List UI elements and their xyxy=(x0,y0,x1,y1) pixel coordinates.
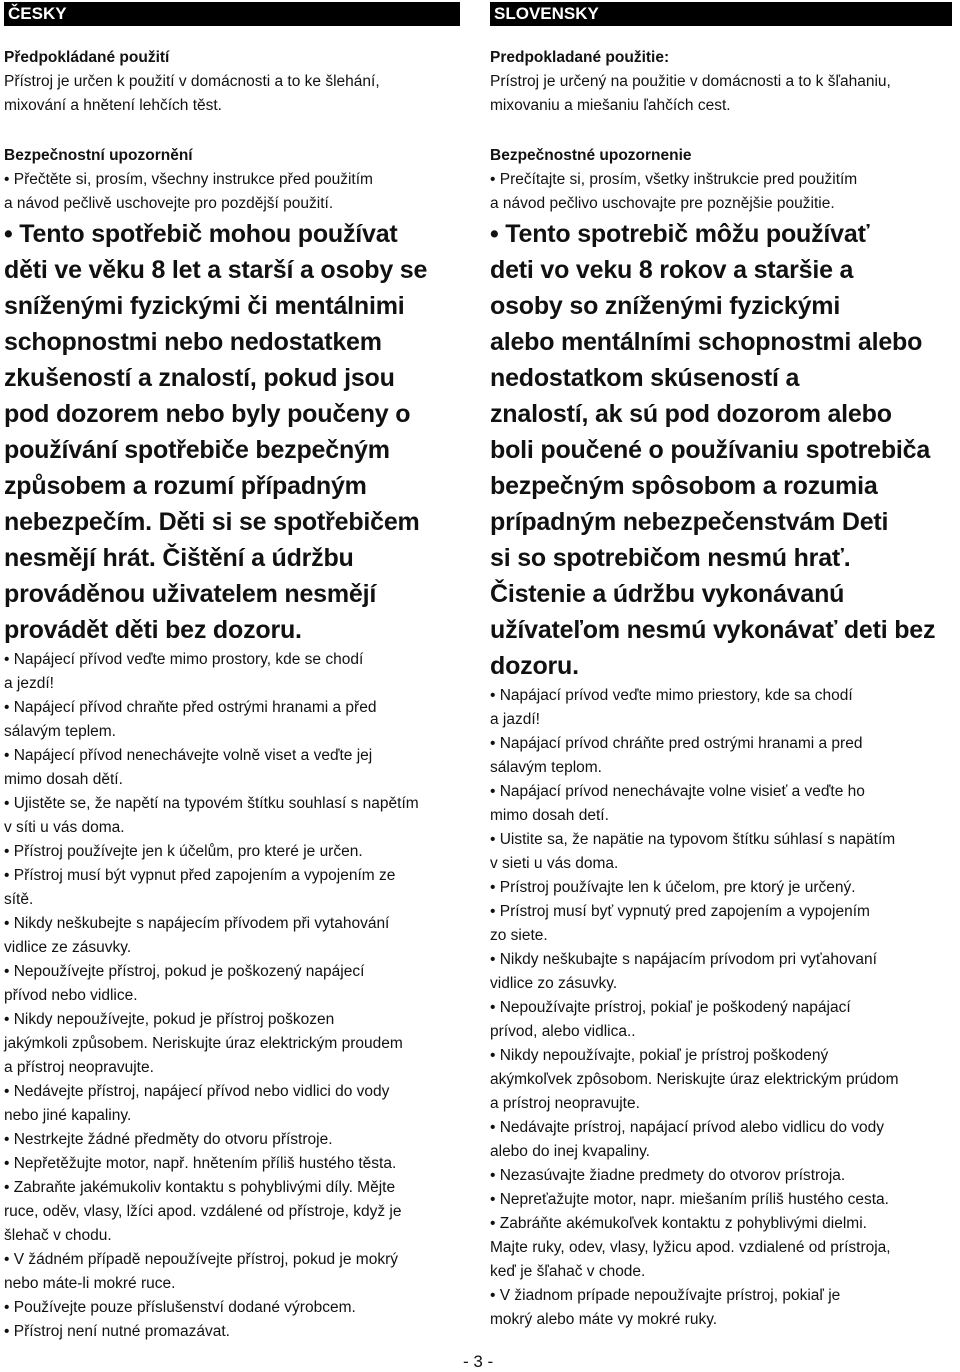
warning-line: deti vo veku 8 rokov a staršie a xyxy=(490,256,854,284)
bullet-line: zo siete. xyxy=(490,927,548,944)
warning-line: schopnostmi nebo nedostatkem xyxy=(4,328,382,356)
warning-line: osoby so zníženými fyzickými xyxy=(490,292,841,320)
bullet-line: přívod nebo vidlice. xyxy=(4,987,138,1004)
bullet-line: • Uistite sa, že napätie na typovom štítku súhlasí s napätím xyxy=(490,831,896,848)
bullet-line: • Nepoužívejte přístroj, pokud je poškozený napájecí xyxy=(4,963,365,980)
bullet-line: • Nepreťažujte motor, napr. miešaním príliš hustého cesta. xyxy=(490,1191,889,1208)
safety-line: a návod pečlivo uschovajte pre poznějšie použitie. xyxy=(490,195,835,212)
intended-use-title: Predpokladané použitie: xyxy=(490,49,670,66)
warning-line: sníženými fyzickými či mentálnimi xyxy=(4,292,405,320)
bullet-line: v síti u vás doma. xyxy=(4,819,125,836)
intended-use-title: Předpokládané použití xyxy=(4,49,170,66)
intended-use-line: mixovaniu a miešaniu ľahčích cest. xyxy=(490,97,731,114)
bullet-line: • Zabraňte jakémukoliv kontaktu s pohyblivými díly. Mějte xyxy=(4,1179,396,1196)
bullet-line: sálavým teplem. xyxy=(4,723,116,740)
bullet-line: • Přístroj používejte jen k účelům, pro které je určen. xyxy=(4,843,363,860)
czech-header: ČESKY xyxy=(4,2,460,26)
warning-line: používání spotřebiče bezpečným xyxy=(4,436,390,464)
bullet-line: • Nikdy neškubejte s napájecím přívodem při vytahování xyxy=(4,915,390,932)
bullet-line: • Prístroj musí byť vypnutý pred zapojením a vypojením xyxy=(490,903,870,920)
warning-line: nedostatkom skúseností a xyxy=(490,364,800,392)
warning-line: prípadným nebezpečenstvám Deti xyxy=(490,508,889,536)
czech-column xyxy=(4,2,460,1344)
warning-line: si so spotrebičom nesmú hrať. xyxy=(490,544,851,572)
warning-line: způsobem a rozumí případným xyxy=(4,472,367,500)
bullet-line: • Nezasúvajte žiadne predmety do otvorov prístroja. xyxy=(490,1167,846,1184)
slovak-header: SLOVENSKY xyxy=(490,2,952,26)
bullet-line: • V žiadnom prípade nepoužívajte prístroj, pokiaľ je xyxy=(490,1287,841,1304)
warning-line: boli poučené o používaniu spotrebiča xyxy=(490,436,931,464)
bullet-line: • Nikdy nepoužívajte, pokiaľ je prístroj poškodený xyxy=(490,1047,829,1064)
bullet-line: • Nedávejte přístroj, napájecí přívod nebo vidlici do vody xyxy=(4,1083,390,1100)
bullet-line: • Používejte pouze příslušenství dodané výrobcem. xyxy=(4,1299,356,1316)
bullet-line: šlehač v chodu. xyxy=(4,1227,112,1244)
warning-line: děti ve věku 8 let a starší a osoby se xyxy=(4,256,428,284)
warning-line: alebo mentálními schopnostmi alebo xyxy=(490,328,923,356)
bullet-line: alebo do inej kvapaliny. xyxy=(490,1143,650,1160)
bullet-line: v sieti u vás doma. xyxy=(490,855,619,872)
warning-line: Čistenie a údržbu vykonávanú xyxy=(490,580,845,608)
bullet-line: vidlice zo zásuvky. xyxy=(490,975,618,992)
bullet-line: prívod, alebo vidlica.. xyxy=(490,1023,636,1040)
bullet-line: • Nepřetěžujte motor, např. hnětením příliš hustého těsta. xyxy=(4,1155,397,1172)
page-number: - 3 - xyxy=(463,1352,494,1371)
bullet-line: a jezdí! xyxy=(4,675,54,692)
bullet-line: mimo dosah dětí. xyxy=(4,771,123,788)
safety-bullet-list xyxy=(4,648,460,1344)
bullet-line: • Přístroj musí být vypnut před zapojením a vypojením ze xyxy=(4,867,396,884)
warning-line: bezpečným spôsobom a rozumia xyxy=(490,472,878,500)
bullet-line: keď je šľahač v chode. xyxy=(490,1263,646,1280)
bullet-line: a jazdí! xyxy=(490,711,540,728)
bullet-line: nebo jiné kapaliny. xyxy=(4,1107,132,1124)
intended-use-line: Prístroj je určený na použitie v domácnosti a to k šľahaniu, xyxy=(490,73,891,90)
bullet-line: • Nepoužívajte prístroj, pokiaľ je poškodený napájací xyxy=(490,999,851,1016)
intended-use-line: Přístroj je určen k použití v domácnosti a to ke šlehání, xyxy=(4,73,380,90)
bullet-line: • Napájací prívod veďte mimo priestory, kde sa chodí xyxy=(490,687,853,704)
bullet-line: • Zabráňte akémukoľvek kontaktu z pohyblivými dielmi. xyxy=(490,1215,867,1232)
bullet-line: Majte ruky, odev, vlasy, lyžicu apod. vzdialené od prístroja, xyxy=(490,1239,891,1256)
warning-line: prováděnou uživatelem nesmějí xyxy=(4,580,377,608)
safety-line: a návod pečlivě uschovejte pro pozdější použití. xyxy=(4,195,334,212)
bullet-line: • Napájecí přívod chraňte před ostrými hranami a před xyxy=(4,699,377,716)
bullet-line: • Napájecí přívod nenechávejte volně viset a veďte jej xyxy=(4,747,373,764)
child-safety-warning xyxy=(4,216,460,648)
slovak-column xyxy=(490,2,952,1332)
bullet-line: • Prístroj používajte len k účelom, pre ktorý je určený. xyxy=(490,879,856,896)
bullet-line: • V žádném případě nepoužívejte přístroj, pokud je mokrý xyxy=(4,1251,398,1268)
safety-line: • Prečítajte si, prosím, všetky inštrukcie pred použitím xyxy=(490,171,858,188)
warning-line: dozoru. xyxy=(490,652,579,680)
safety-line: • Přečtěte si, prosím, všechny instrukce před použitím xyxy=(4,171,373,188)
bullet-line: ruce, oděv, vlasy, lžíci apod. vzdálené od přístroje, když je xyxy=(4,1203,402,1220)
bullet-line: • Přístroj není nutné promazávat. xyxy=(4,1323,230,1340)
bullet-line: akýmkoľvek zpôsobom. Neriskujte úraz elektrickým prúdom xyxy=(490,1071,899,1088)
warning-line: provádět děti bez dozoru. xyxy=(4,616,302,644)
warning-line: znalostí, ak sú pod dozorom alebo xyxy=(490,400,892,428)
bullet-line: sálavým teplom. xyxy=(490,759,602,776)
safety-title: Bezpečnostní upozornění xyxy=(4,147,193,164)
bullet-line: a prístroj neopravujte. xyxy=(490,1095,640,1112)
bullet-line: mokrý alebo máte vy mokré ruky. xyxy=(490,1311,718,1328)
warning-line: zkušeností a znalostí, pokud jsou xyxy=(4,364,395,392)
warning-line: nebezpečím. Děti si se spotřebičem xyxy=(4,508,420,536)
bullet-line: • Napájací prívod chráňte pred ostrými hranami a pred xyxy=(490,735,863,752)
bullet-line: a přístroj neopravujte. xyxy=(4,1059,154,1076)
bullet-line: • Ujistěte se, že napětí na typovém štítku souhlasí s napětím xyxy=(4,795,419,812)
bullet-line: • Nedávajte prístroj, napájací prívod alebo vidlicu do vody xyxy=(490,1119,885,1136)
child-safety-warning xyxy=(490,216,952,684)
bullet-line: jakýmkoli způsobem. Neriskujte úraz elektrickým proudem xyxy=(4,1035,403,1052)
safety-title: Bezpečnostné upozornenie xyxy=(490,147,692,164)
warning-line: • Tento spotřebič mohou používat xyxy=(4,220,398,248)
warning-line: • Tento spotrebič môžu používať xyxy=(490,220,870,248)
bullet-line: nebo máte-li mokré ruce. xyxy=(4,1275,176,1292)
intended-use-line: mixování a hnětení lehčích těst. xyxy=(4,97,222,114)
bullet-line: • Nikdy neškubajte s napájacím prívodom pri vyťahovaní xyxy=(490,951,877,968)
bullet-line: • Nestrkejte žádné předměty do otvoru přístroje. xyxy=(4,1131,333,1148)
bullet-line: vidlice ze zásuvky. xyxy=(4,939,132,956)
bullet-line: sítě. xyxy=(4,891,34,908)
bullet-line: • Napájací prívod nenechávajte volne visieť a veďte ho xyxy=(490,783,865,800)
bullet-line: • Nikdy nepoužívejte, pokud je přístroj poškozen xyxy=(4,1011,335,1028)
warning-line: nesmějí hrát. Čištění a údržbu xyxy=(4,544,354,572)
warning-line: užívateľom nesmú vykonávať deti bez xyxy=(490,616,936,644)
safety-bullet-list xyxy=(490,684,952,1332)
warning-line: pod dozorem nebo byly poučeny o xyxy=(4,400,411,428)
bullet-line: mimo dosah detí. xyxy=(490,807,609,824)
bullet-line: • Napájecí přívod veďte mimo prostory, kde se chodí xyxy=(4,651,364,668)
